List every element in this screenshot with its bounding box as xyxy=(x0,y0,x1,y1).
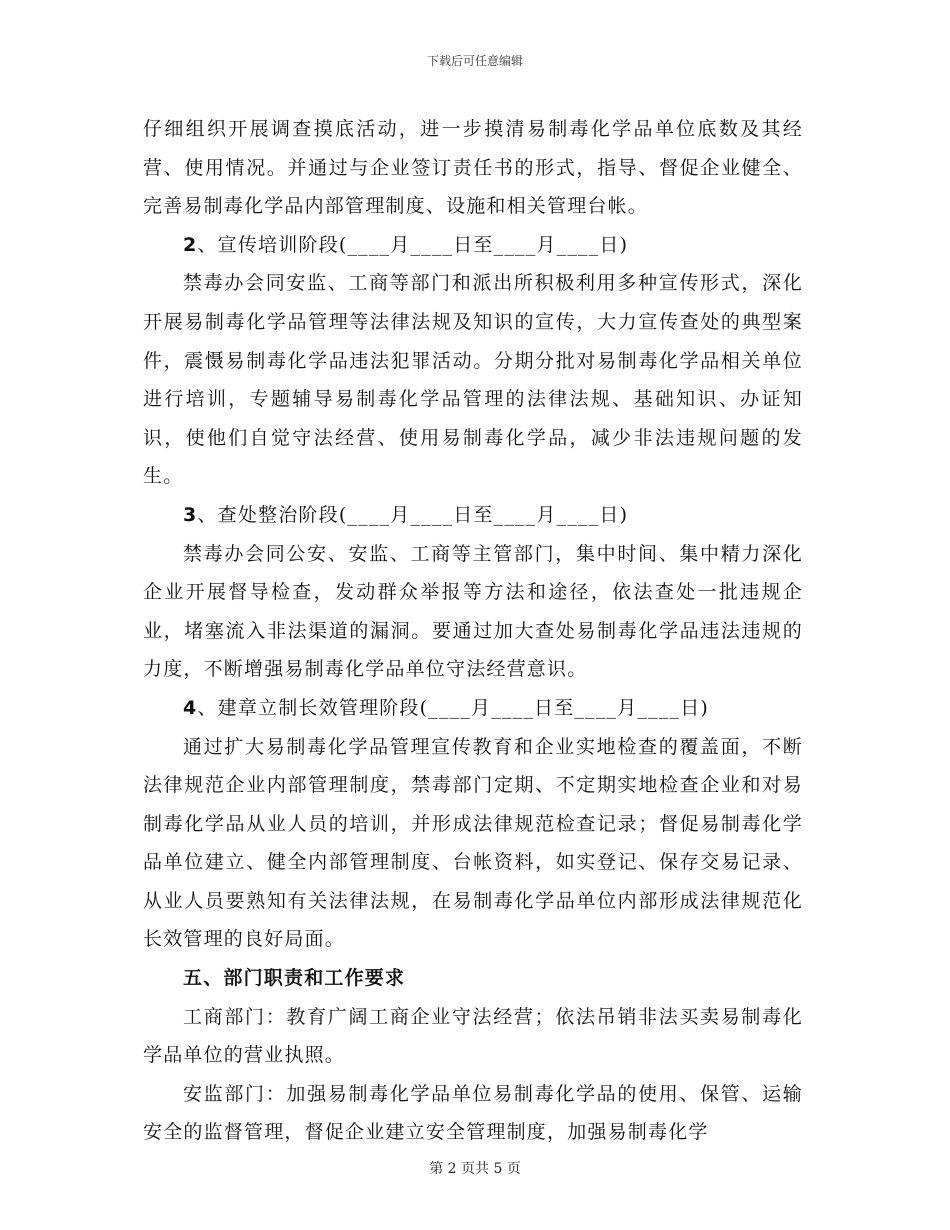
stage-title: 、建章立制长效管理阶段(____月____日至____月____日) xyxy=(197,696,710,719)
stage-heading-publicity xyxy=(143,226,803,265)
page-header: 下载后可任意编辑 xyxy=(426,54,523,68)
paragraph-publicity: 禁毒办会同安监、工商等部门和派出所积极利用多种宣传形式，深化开展易制毒化学品管理等法律法规及知识的宣传，大力宣传查处的典型案件，震慑易制毒化学品违法犯罪活动。分期分批对易制毒化学品相关单位进行培训，专题辅导易制毒化学品管理的法律法规、基础知识、办证知识，使他们自觉守法经营、使用易制毒化学品，减少非法违规问题的发生。 xyxy=(143,272,803,488)
stage-title: 、查处整治阶段(____月____日至____月____日) xyxy=(197,503,629,526)
paragraph-commerce-dept: 工商部门：教育广阔工商企业守法经营；依法吊销非法买卖易制毒化学品单位的营业执照。 xyxy=(143,1005,803,1067)
stage-heading-long-term xyxy=(143,689,803,728)
paragraph-long-term: 通过扩大易制毒化学品管理宣传教育和企业实地检查的覆盖面，不断法律规范企业内部管理制度，禁毒部门定期、不定期实地检查企业和对易制毒化学品从业人员的培训，并形成法律规范检查记录；督促易制毒化学品单位建立、健全内部管理制度、台帐资料，如实登记、保存交易记录、从业人员要熟知有关法律法规，在易制毒化学品单位内部形成法律规范化长效管理的良好局面。 xyxy=(143,735,803,951)
stage-heading-rectification xyxy=(143,496,803,535)
stage-title: 、宣传培训阶段(____月____日至____月____日) xyxy=(197,233,629,256)
paragraph-safety-dept: 安监部门：加强易制毒化学品单位易制毒化学品的使用、保管、运输安全的监督管理，督促企业建立安全管理制度，加强易制毒化学 xyxy=(143,1082,803,1144)
document-body xyxy=(143,110,803,1152)
paragraph-rectification: 禁毒办会同公安、安监、工商等主管部门，集中时间、集中精力深化企业开展督导检查，发动群众举报等方法和途径，依法查处一批违规企业，堵塞流入非法渠道的漏洞。要通过加大查处易制毒化学品违法违规的力度，不断增强易制毒化学品单位守法经营意识。 xyxy=(143,542,803,681)
paragraph-survey: 仔细组织开展调查摸底活动，进一步摸清易制毒化学品单位底数及其经营、使用情况。并通过与企业签订责任书的形式，指导、督促企业健全、完善易制毒化学品内部管理制度、设施和相关管理台帐。 xyxy=(143,118,803,218)
section-heading-responsibilities: 五、部门职责和工作要求 xyxy=(183,967,406,990)
page-footer: 第 2 页共 5 页 xyxy=(429,1161,521,1177)
stage-number: 3 xyxy=(183,503,198,526)
stage-number: 4 xyxy=(183,696,198,719)
stage-number: 2 xyxy=(183,233,198,256)
